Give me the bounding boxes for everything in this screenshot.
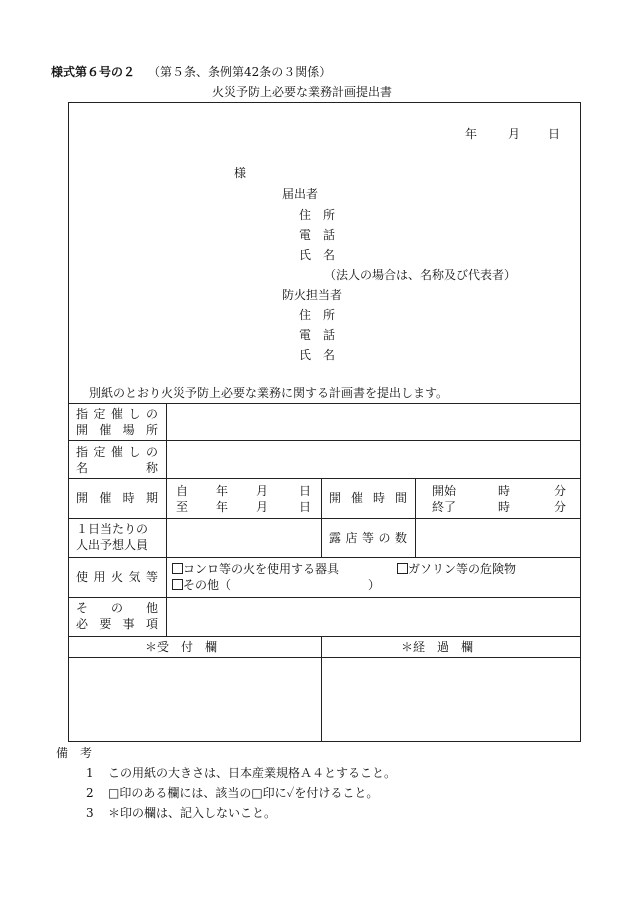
submitter-heading: 届出者: [282, 187, 319, 201]
other-matters-char-1: そ: [76, 601, 89, 615]
label-char: 指: [76, 445, 89, 459]
label-char: 事: [122, 617, 135, 631]
submitter-address-label: 住 所: [299, 208, 336, 222]
fire-manager-address-label: 住 所: [299, 308, 336, 322]
label-char: 気: [128, 570, 141, 584]
frame-right: [580, 102, 581, 742]
attendance-label-line2: 人出予想人員: [76, 538, 149, 552]
label-char: 期: [145, 491, 158, 505]
period-to-day: 日: [299, 500, 312, 514]
label-char: 使: [76, 570, 89, 584]
label-char: 催: [110, 445, 123, 459]
label-char: 要: [99, 617, 112, 631]
event-name-char-2: 称: [145, 461, 158, 475]
middle-divider-a: [321, 478, 322, 558]
label-char: の: [145, 445, 158, 459]
reception-label: ＊受 付 欄: [145, 640, 218, 654]
row-line-8: [68, 657, 581, 658]
row-line-6: [68, 597, 581, 598]
label-char: 等: [145, 570, 158, 584]
corporation-note: （法人の場合は、名称及び代表者）: [324, 268, 517, 282]
note-2-text: □印のある欄には、該当の□印に✓を付けること。: [108, 786, 379, 800]
venue-label-char-4: 所: [145, 423, 158, 437]
other-matters-char-2: の: [110, 601, 123, 615]
stove-option-label: コンロ等の火を使用する器具: [183, 562, 340, 576]
period-from: 自: [176, 484, 189, 498]
other-option-close: ）: [368, 578, 381, 592]
other-checkbox[interactable]: [172, 579, 183, 590]
label-char: 露: [329, 531, 342, 545]
venue-label-char-2: 催: [99, 423, 112, 437]
note-1-text: この用紙の大きさは、日本産業規格Ａ４とすること。: [108, 766, 397, 780]
frame-top: [68, 102, 581, 103]
option-gasoline[interactable]: [397, 562, 516, 576]
other-matters-char-3: 他: [145, 601, 158, 615]
label-char: し: [128, 445, 141, 459]
label-char: 店: [345, 531, 358, 545]
event-name-label-line1: [76, 445, 158, 459]
label-char: 必: [76, 617, 89, 631]
other-option-label: その他（: [183, 578, 232, 592]
hours-end-minute: 分: [554, 500, 567, 514]
option-other[interactable]: [172, 578, 231, 592]
period-to: 至: [176, 500, 189, 514]
note-2-number: 2: [86, 786, 94, 800]
label-char: 催: [350, 491, 363, 505]
label-char: 項: [145, 617, 158, 631]
middle-divider-b: [415, 478, 416, 558]
form-title: 火災予防上必要な業務計画提出書: [212, 85, 393, 99]
frame-bottom: [68, 741, 581, 742]
submitter-phone-label: 電 話: [299, 228, 336, 242]
row-line-4: [68, 518, 581, 519]
note-3-text: ＊印の欄は、記入しないこと。: [108, 806, 277, 820]
period-to-month: 月: [256, 500, 269, 514]
label-char: 時: [372, 491, 385, 505]
label-char: 時: [122, 491, 135, 505]
label-char: 定: [93, 407, 106, 421]
period-from-year: 年: [216, 484, 229, 498]
label-char: 等: [361, 531, 374, 545]
label-char: 用: [93, 570, 106, 584]
fire-manager-phone-label: 電 話: [299, 328, 336, 342]
notes-heading: 備 考: [56, 746, 93, 760]
hours-start: 開始: [432, 484, 457, 498]
period-to-year: 年: [216, 500, 229, 514]
gasoline-option-label: ガソリン等の危険物: [408, 562, 517, 576]
row-line-3: [68, 478, 581, 479]
date-day: 日: [548, 127, 561, 141]
legal-basis: （第５条、条例第42条の３関係）: [148, 65, 332, 79]
frame-left: [68, 102, 69, 742]
label-char: の: [145, 407, 158, 421]
label-char: 催: [99, 491, 112, 505]
other-matters-label-line2: [76, 617, 158, 631]
note-3-number: 3: [86, 806, 94, 820]
hours-end-hour: 時: [498, 500, 511, 514]
hours-end: 終了: [432, 500, 457, 514]
form-number: 様式第６号の２: [51, 65, 136, 79]
period-label: [76, 491, 158, 505]
hours-label: [329, 491, 407, 505]
fire-manager-name-label: 氏 名: [299, 348, 336, 362]
hours-start-minute: 分: [554, 484, 567, 498]
row-line-1: [68, 403, 581, 404]
venue-label-line1: [76, 407, 158, 421]
other-matters-label-line1: [76, 601, 158, 615]
reception-progress-divider: [321, 636, 322, 742]
stove-checkbox[interactable]: [172, 563, 183, 574]
event-name-label-line2: [76, 461, 158, 475]
attendance-label-line1: １日当たりの: [76, 522, 149, 536]
option-stove[interactable]: [172, 562, 339, 576]
period-from-day: 日: [299, 484, 312, 498]
label-char: 間: [394, 491, 407, 505]
label-char: し: [128, 407, 141, 421]
label-column-divider: [166, 403, 167, 637]
date-year: 年: [465, 127, 478, 141]
label-char: 開: [329, 491, 342, 505]
row-line-7: [68, 636, 581, 637]
label-char: 定: [93, 445, 106, 459]
hours-start-hour: 時: [498, 484, 511, 498]
venue-label-line2: [76, 423, 158, 437]
fire-manager-heading: 防火担当者: [282, 288, 343, 302]
label-char: 開: [76, 491, 89, 505]
fire-use-label: [76, 570, 158, 584]
label-char: 火: [110, 570, 123, 584]
date-month: 月: [508, 127, 521, 141]
note-1-number: 1: [86, 766, 94, 780]
label-char: 指: [76, 407, 89, 421]
stalls-label: [329, 531, 407, 545]
event-name-char-1: 名: [76, 461, 89, 475]
row-line-5: [68, 557, 581, 558]
gasoline-checkbox[interactable]: [397, 563, 408, 574]
venue-label-char-3: 場: [122, 423, 135, 437]
submitter-name-label: 氏 名: [299, 248, 336, 262]
progress-label: ＊経 過 欄: [401, 640, 474, 654]
venue-label-char-1: 開: [76, 423, 89, 437]
period-from-month: 月: [256, 484, 269, 498]
statement: 別紙のとおり火災予防上必要な業務に関する計画書を提出します。: [89, 386, 449, 400]
label-char: 催: [110, 407, 123, 421]
label-char: の: [378, 531, 391, 545]
label-char: 数: [394, 531, 407, 545]
row-line-2: [68, 440, 581, 441]
addressee-suffix: 様: [234, 166, 247, 180]
